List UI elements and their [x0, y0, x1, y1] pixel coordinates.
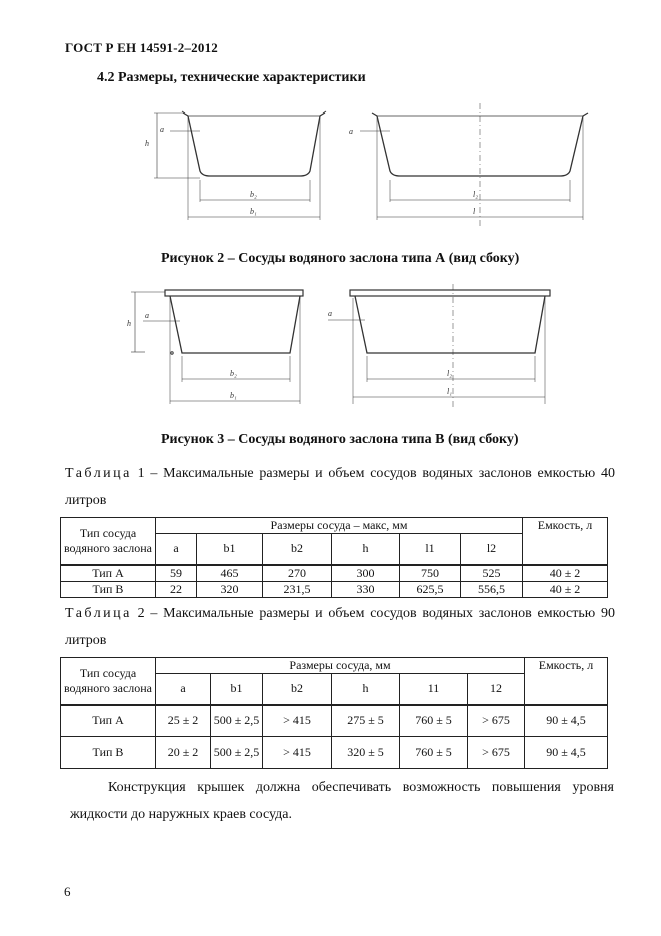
table-cell: 59 — [156, 565, 197, 582]
table-1-caption — [65, 460, 615, 514]
table-cell: 22 — [156, 581, 197, 597]
table-1-caption-text: 1 – Максимальные размеры и объем сосудов водяных заслонов емкостью 40 литров — [65, 466, 615, 508]
table-row — [61, 705, 608, 737]
table-2-subheader: a — [156, 674, 211, 705]
fig2-b2-label: b₂ — [250, 190, 257, 199]
fig2-l1-label: l — [473, 207, 476, 216]
table-cell: Тип А — [61, 705, 156, 737]
table-cell: 760 ± 5 — [400, 705, 468, 737]
table-cell: 300 — [332, 565, 400, 582]
table-cell: 625,5 — [400, 581, 461, 597]
fig3-b2-label: b₂ — [230, 369, 237, 378]
page-number: 6 — [64, 884, 71, 899]
document-header: ГОСТ Р ЕН 14591-2–2012 — [65, 40, 218, 55]
fig2-h-label: h — [145, 139, 149, 148]
table-1-caption-word: Таблица — [65, 466, 132, 481]
table-cell: 275 ± 5 — [332, 705, 400, 737]
table-cell: 500 ± 2,5 — [211, 737, 263, 769]
table-row — [61, 565, 608, 582]
table-1-group-header: Размеры сосуда – макс, мм — [156, 518, 523, 534]
table-cell: > 415 — [263, 705, 332, 737]
table-1-subheader: h — [332, 534, 400, 565]
fig2-l2-label: l₂ — [473, 190, 479, 199]
table-cell: 500 ± 2,5 — [211, 705, 263, 737]
table-1-subheader: l1 — [400, 534, 461, 565]
table-cell: 320 ± 5 — [332, 737, 400, 769]
figure-3-caption: Рисунок 3 – Сосуды водяного заслона типа В (вид сбоку) — [161, 432, 519, 447]
table-row — [61, 581, 608, 597]
table-2-subheader: b1 — [211, 674, 263, 705]
table-cell: 465 — [197, 565, 263, 582]
table-1-subheader: a — [156, 534, 197, 565]
figure-2-drawing — [140, 98, 600, 230]
table-cell: 270 — [263, 565, 332, 582]
table-2-caption — [65, 600, 615, 654]
fig3-a-right-label: a — [328, 309, 332, 318]
fig2-b1-label: b₁ — [250, 207, 257, 216]
table-row — [61, 737, 608, 769]
table-cell: 750 — [400, 565, 461, 582]
table-1-subheader: b1 — [197, 534, 263, 565]
table-cell: 760 ± 5 — [400, 737, 468, 769]
figure-3-drawing — [125, 282, 565, 412]
figure-2-caption: Рисунок 2 – Сосуды водяного заслона типа А (вид сбоку) — [161, 251, 520, 266]
table-cell: 90 ± 4,5 — [525, 737, 608, 769]
table-cell: Тип В — [61, 581, 156, 597]
table-cell: > 415 — [263, 737, 332, 769]
table-cell: 231,5 — [263, 581, 332, 597]
fig3-h-label: h — [127, 319, 131, 328]
table-cell: > 675 — [468, 737, 525, 769]
table-2-subheader: b2 — [263, 674, 332, 705]
fig3-l1-label: l₁ — [447, 387, 453, 396]
fig3-a-label: a — [145, 311, 149, 320]
table-1-subheader: l2 — [461, 534, 523, 565]
table-cell: 20 ± 2 — [156, 737, 211, 769]
table-2-caption-word: Таблица — [65, 606, 132, 621]
fig2-a-right-label: a — [349, 127, 353, 136]
table-2 — [60, 657, 608, 769]
table-cell: 25 ± 2 — [156, 705, 211, 737]
table-cell: 556,5 — [461, 581, 523, 597]
table-cell: 40 ± 2 — [523, 581, 608, 597]
table-1-subheader: b2 — [263, 534, 332, 565]
table-1 — [60, 517, 608, 598]
table-cell: 90 ± 4,5 — [525, 705, 608, 737]
table-2-subheader: 11 — [400, 674, 468, 705]
table-cell: Тип А — [61, 565, 156, 582]
table-2-subheader: h — [332, 674, 400, 705]
fig3-b1-label: b₁ — [230, 391, 237, 400]
table-1-capacity-header: Емкость, л — [523, 518, 608, 565]
table-cell: 330 — [332, 581, 400, 597]
table-2-type-header: Тип сосуда водяного заслона — [61, 658, 156, 705]
body-paragraph: Конструкция крышек должна обеспечивать возможность повышения уровня жидкости до наружных краев сосуда. — [70, 780, 614, 822]
table-cell: Тип В — [61, 737, 156, 769]
table-2-group-header: Размеры сосуда, мм — [156, 658, 525, 674]
table-cell: > 675 — [468, 705, 525, 737]
table-cell: 40 ± 2 — [523, 565, 608, 582]
table-cell: 525 — [461, 565, 523, 582]
section-title: 4.2 Размеры, технические характеристики — [97, 70, 366, 85]
table-1-type-header: Тип сосуда водяного заслона — [61, 518, 156, 565]
table-2-capacity-header: Емкость, л — [525, 658, 608, 705]
fig3-l2-label: l₂ — [447, 369, 453, 378]
fig2-a-label: a — [160, 125, 164, 134]
table-cell: 320 — [197, 581, 263, 597]
table-2-subheader: 12 — [468, 674, 525, 705]
table-2-caption-text: 2 – Максимальные размеры и объем сосудов водяных заслонов емкостью 90 литров — [65, 606, 615, 648]
